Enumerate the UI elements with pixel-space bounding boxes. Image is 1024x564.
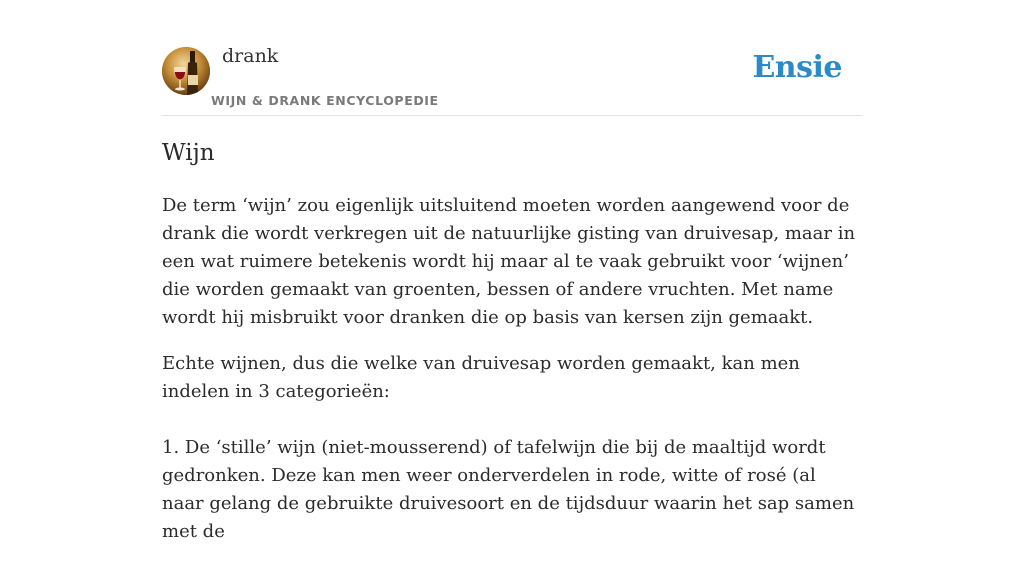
author-name[interactable]: drank	[222, 45, 279, 67]
article-body	[162, 192, 862, 564]
paragraph: Echte wijnen, dus die welke van druivesap worden gemaakt, kan men indelen in 3 categorieën:	[162, 353, 800, 402]
ensie-logo[interactable]: Ensie	[752, 50, 842, 85]
page	[162, 0, 862, 542]
encyclopedia-subtitle[interactable]: WIJN & DRANK ENCYCLOPEDIE	[211, 93, 439, 108]
paragraph: De term ‘wijn’ zou eigenlijk uitsluitend moeten worden aangewend voor de drank die wordt verkregen uit de natuurlijke gisting van druivesap, maar in een wat ruimere betekenis wordt hij maar al te vaak gebruikt voor ‘wijnen’ die worden gemaakt van groenten, bessen of andere vruchten. Met name wordt hij misbruikt voor dranken die op basis van kersen zijn gemaakt.	[162, 195, 856, 328]
avatar[interactable]	[162, 47, 210, 95]
header	[162, 0, 862, 116]
wine-bottle-glass-icon	[162, 47, 210, 95]
paragraph: 1. De ‘stille’ wijn (niet-mousserend) of tafelwijn die bij de maaltijd wordt gedronken. Deze kan men weer onderverdelen in rode, witte of rosé (al naar gelang de gebruikte druivesoort en de tijdsduur waarin het sap samen met de	[162, 437, 855, 542]
page-title: Wijn	[162, 140, 215, 166]
